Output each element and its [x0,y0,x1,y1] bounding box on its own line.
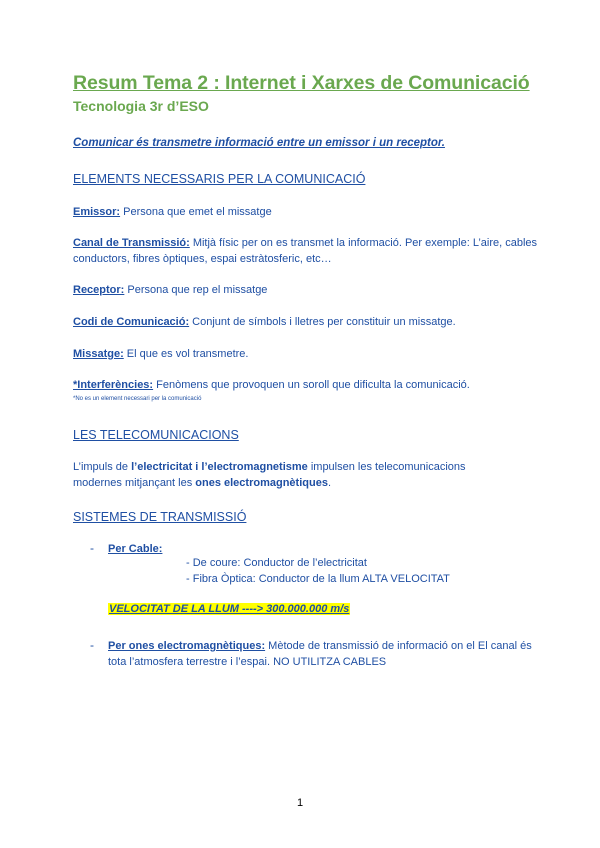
item-emissor [73,204,533,220]
item-codi [73,314,533,330]
term-per-ones: Per ones electromagnètiques: [108,640,266,652]
term-canal: Canal de Transmissió: [73,237,190,249]
telecom-bold-1: l’electricitat i l’electromagnetisme [131,461,308,473]
heading-elements: ELEMENTS NECESSARIS PER LA COMUNICACIÓ [73,172,366,186]
bullet-dash-waves: - [90,638,94,652]
bullet-dash-cable: - [90,541,94,555]
item-missatge [73,346,533,362]
footnote: *No es un element necessari per la comunicació [73,396,202,402]
desc-canal: Mitjà físic per on es transmet la informació. Per exemple: L’aire, cables conductors, fibres òptiques, espai estràtosferic, etc… [73,237,538,265]
intro-statement: Comunicar és transmetre informació entre un emissor i un receptor. [73,137,445,149]
heading-telecom: LES TELECOMUNICACIONS [73,428,239,442]
telecom-bold-2: ones electromagnètiques [195,477,328,489]
page-number: 1 [296,797,304,809]
telecom-text-1: L’impuls de [73,461,132,473]
desc-interferencies: Fenòmens que provoquen un soroll que dificulta la comunicació. [153,379,470,391]
telecom-text-3: . [327,477,331,489]
document-title: Resum Tema 2 : Internet i Xarxes de Comunicació [73,72,530,94]
item-per-ones [108,638,533,670]
item-receptor [73,282,533,298]
item-interferencies [73,377,553,393]
item-canal [73,235,543,267]
telecom-paragraph [73,459,513,491]
cable-sub-fiber: - Fibra Òptica: Conductor de la llum ALTA VELOCITAT [186,573,450,585]
heading-systems: SISTEMES DE TRANSMISSIÓ [73,510,247,524]
term-per-cable: Per Cable: [108,543,163,555]
desc-per-ones: Mètode de transmissió de informació on el El canal és tota l’atmosfera terrestre i l’espai. NO UTILITZA CABLES [108,640,532,668]
cable-sub-copper: - De coure: Conductor de l’electricitat [186,557,367,569]
term-receptor: Receptor: [73,284,125,296]
item-per-cable [108,541,308,557]
speed-of-light-highlight: VELOCITAT DE LA LLUM ----> 300.000.000 m/s [109,603,350,615]
desc-codi: Conjunt de símbols i lletres per constituir un missatge. [189,316,456,328]
term-interferencies: *Interferències: [73,379,154,391]
desc-receptor: Persona que rep el missatge [124,284,268,296]
desc-missatge: El que es vol transmetre. [123,348,249,360]
term-missatge: Missatge: [73,348,124,360]
desc-emissor: Persona que emet el missatge [120,206,272,218]
term-codi: Codi de Comunicació: [73,316,190,328]
term-emissor: Emissor: [73,206,121,218]
document-subtitle: Tecnologia 3r d’ESO [73,98,209,114]
telecom-text-2: impulsen les telecomunicacions modernes mitjançant les [73,461,466,489]
